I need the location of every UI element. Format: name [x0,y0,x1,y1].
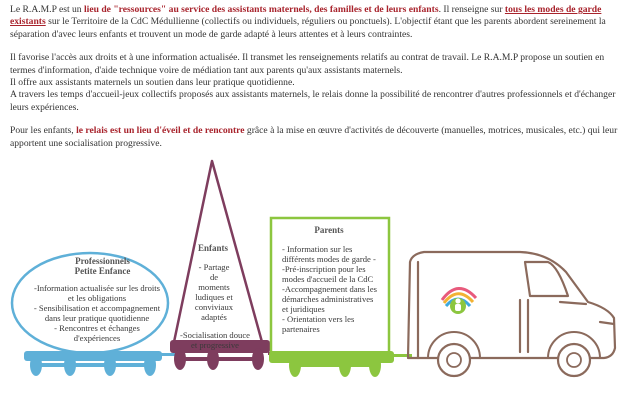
paragraph-soutien: Il offre aux assistants maternels un soutien dans leur pratique quotidienne. [10,77,295,89]
van-icon [408,252,615,358]
enfants-list: - Partage de moments ludiques et conviviaux adaptés [194,262,234,322]
professionnels-title: Professionnels Petite Enfance [74,256,131,276]
van-wheels [428,332,600,376]
professionnels-wagon-base [24,351,162,361]
enfants-socialisation: -Socialisation douce et progressive [180,330,250,350]
highlight-lieu-eveil: le relais est un lieu d'éveil et de rencontre [76,125,245,137]
enfants-title: Enfants [197,243,228,253]
paragraph-accueil-jeux: A travers les temps d'accueil-jeux collectifs proposés aux assistants maternels, le relais donne la possibilité de rencontrer d'autres professionnels et d'échanger leurs expériences. [10,89,616,113]
paragraph-enfants: Pour les enfants, le relais est un lieu d'éveil et de rencontre grâce à la mise en œuvre d'activités de découverte (manuelles, motrices, musicales, etc.) qui leur apportent une socialisation progressive. [10,125,618,149]
highlight-lieu-ressources: lieu de "ressources" au service des assistants maternels, des familles et de leurs enfants [84,4,439,15]
highlight-modes-de-garde: tous les modes de garde existants [10,4,602,28]
parents-list: - Information sur les différents modes de garde - -Pré-inscription pour les modes d'accueil de la CdC -Accompagnement dans les démarches administratives et juridiques - Orientation vers les partenaires [282,244,377,334]
ramp-logo [440,288,476,324]
paragraph-ramp-intro: Le R.A.M.P est un lieu de "ressources" au service des assistants maternels, des familles et de leurs enfants. Il renseigne sur tous les modes de garde existants sur le Territoire de la CdC Médullienne (collectifs ou individuels, réguliers ou ponctuels). L'objectif étant que les parents abordent sereinement la séparation d'avec leurs enfants et trouvent un mode de garde adapté à leurs attentes et à leurs contraintes. [10,4,606,40]
paragraph-droits: Il favorise l'accès aux droits et à une information actualisée. Il transmet les renseignements relatifs au contrat de travail. Le R.A.M.P propose un soutien en termes d'information, d'aide technique voire de médiation tant aux parents qu'aux assistants maternels. [10,52,605,76]
professionnels-list: -Information actualisée sur les droits et les obligations - Sensibilisation et accompagnement dans leur pratique quotidienne - Rencontres et échanges d'expériences [33,283,161,343]
parents-title: Parents [314,225,344,235]
